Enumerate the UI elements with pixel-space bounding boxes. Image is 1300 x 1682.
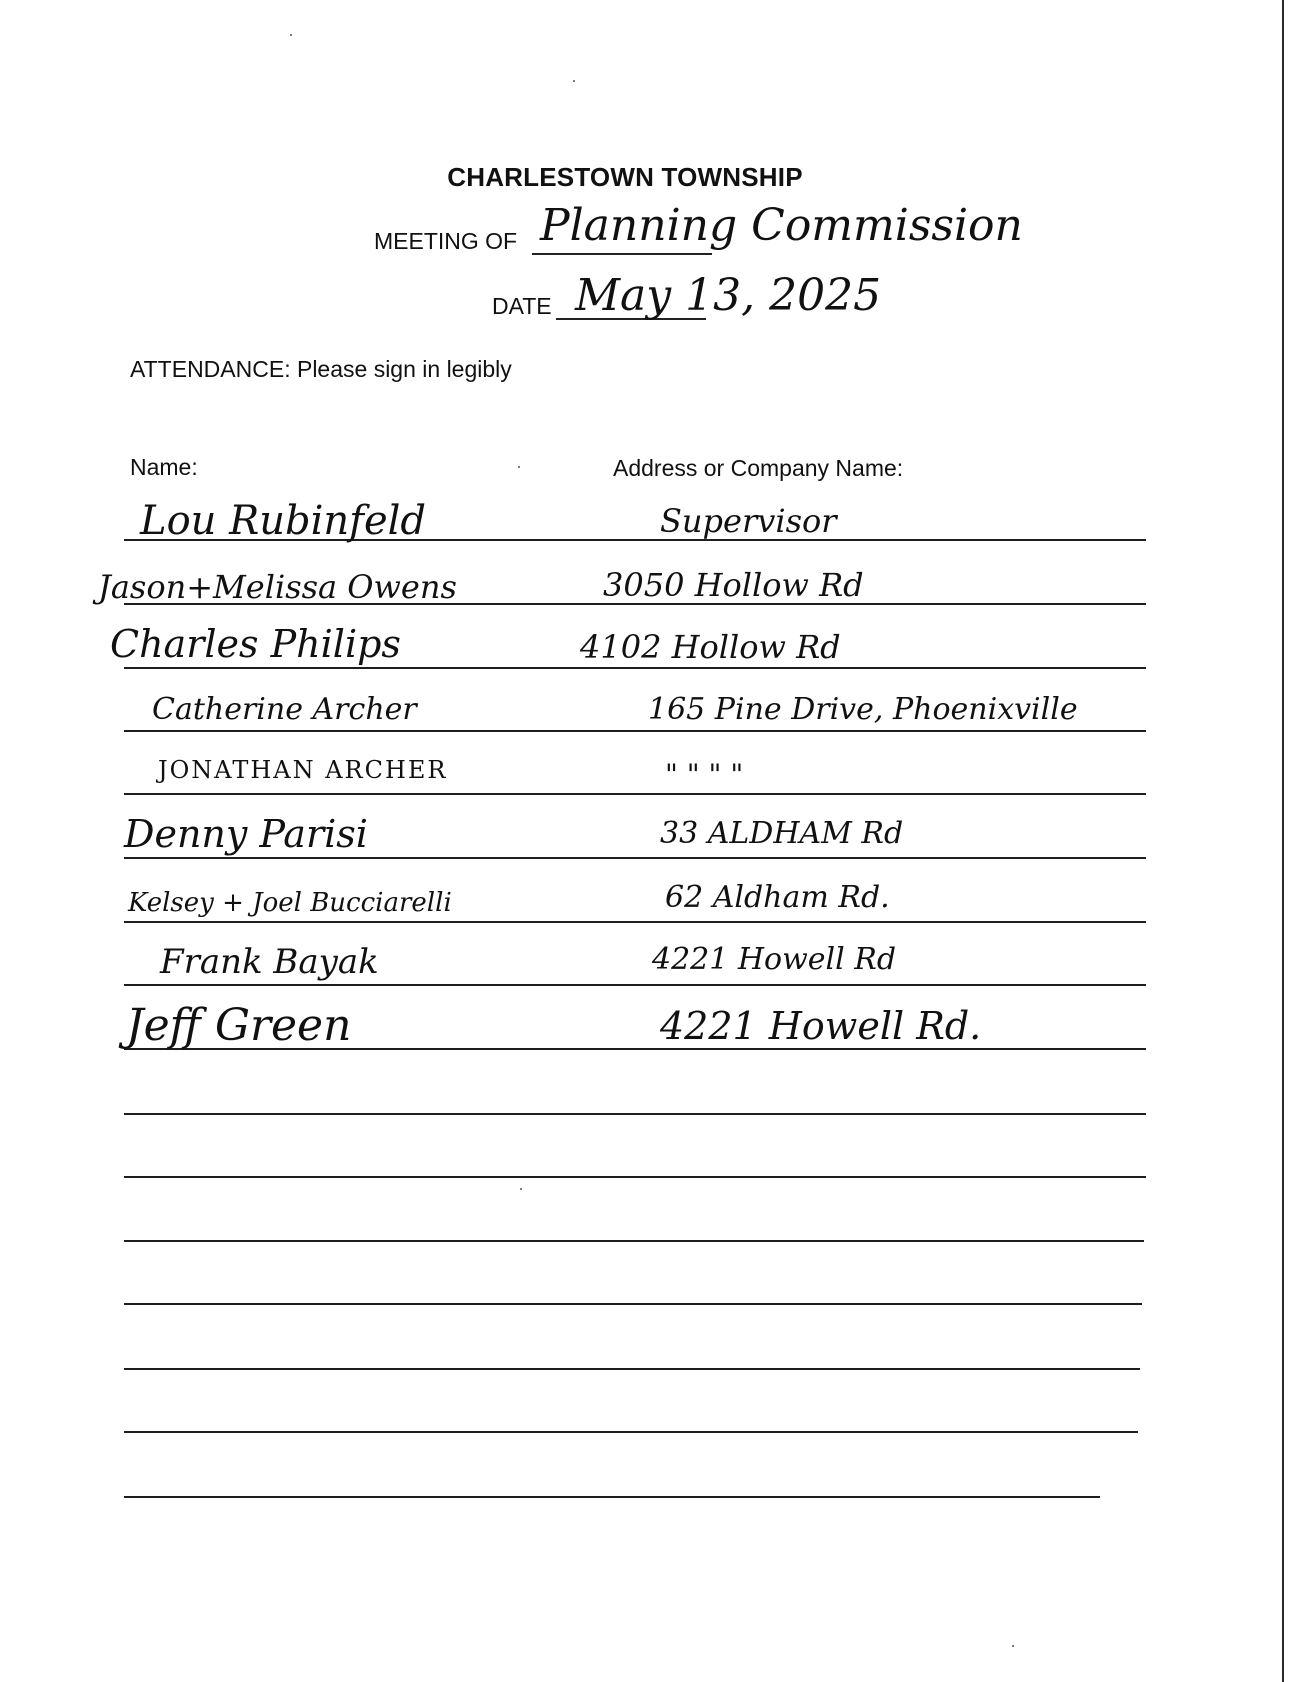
entry-name: Charles Philips: [110, 622, 401, 666]
entry-address: 4221 Howell Rd: [652, 942, 897, 977]
signature-row-line: [124, 1496, 1100, 1498]
entry-address: 33 ALDHAM Rd: [660, 816, 904, 851]
meeting-value-handwritten: Planning Commission: [540, 200, 1023, 251]
entry-address: " " " ": [665, 758, 744, 791]
entry-address: 165 Pine Drive, Phoenixville: [648, 692, 1078, 727]
entry-name: Kelsey + Joel Bucciarelli: [128, 888, 452, 918]
signature-row-line: [124, 1368, 1140, 1370]
entry-name: Denny Parisi: [124, 812, 368, 856]
entry-name: Jason+Melissa Owens: [98, 568, 457, 606]
name-column-header: Name:: [130, 454, 198, 480]
signature-row-line: [124, 1303, 1142, 1305]
signature-row-line: [124, 793, 1146, 795]
scan-speck: [518, 466, 520, 468]
signature-row-line: [124, 1240, 1144, 1242]
signature-row-line: [124, 1431, 1138, 1433]
signature-row-line: [124, 730, 1146, 732]
date-value-handwritten: May 13, 2025: [575, 270, 882, 321]
entry-address: Supervisor: [660, 502, 837, 540]
entry-address: 62 Aldham Rd.: [665, 880, 890, 915]
scan-speck: [520, 1188, 522, 1190]
meeting-of-label: MEETING OF: [374, 228, 518, 254]
entry-name: Jeff Green: [126, 1000, 352, 1051]
entry-name: Lou Rubinfeld: [140, 498, 427, 544]
entry-address: 3050 Hollow Rd: [603, 566, 864, 604]
entry-name: Frank Bayak: [160, 942, 379, 982]
signature-row-line: [124, 921, 1146, 923]
entry-name: JONATHAN ARCHER: [158, 756, 448, 784]
signature-row-line: [124, 1176, 1146, 1178]
signature-row-line: [124, 984, 1146, 986]
meeting-fill-line: [532, 253, 712, 255]
signature-row-line: [124, 1113, 1146, 1115]
signature-row-line: [124, 667, 1146, 669]
signature-row-line: [124, 857, 1146, 859]
scan-speck: [1012, 1645, 1014, 1647]
scan-speck: [573, 80, 575, 82]
scan-edge-line: [1282, 0, 1284, 1682]
scan-speck: [290, 34, 292, 36]
entry-address: 4102 Hollow Rd: [580, 628, 841, 666]
entry-address: 4221 Howell Rd.: [660, 1004, 982, 1048]
attendance-instruction: ATTENDANCE: Please sign in legibly: [130, 356, 512, 382]
date-label: DATE: [492, 293, 552, 319]
page-title: CHARLESTOWN TOWNSHIP: [447, 162, 803, 192]
address-column-header: Address or Company Name:: [613, 455, 904, 481]
entry-name: Catherine Archer: [152, 692, 417, 727]
